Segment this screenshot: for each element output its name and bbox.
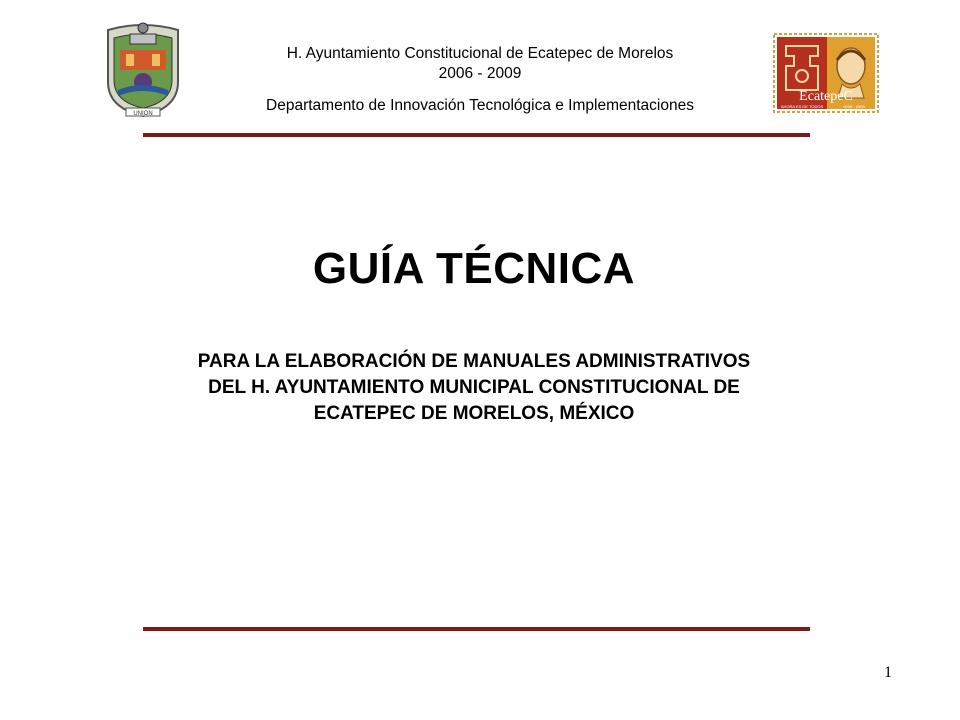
ecatepec-logo-icon	[772, 32, 880, 114]
subtitle-line-3: ECATEPEC DE MORELOS, MÉXICO	[313, 403, 635, 424]
logo-slogan: AHORA ES DE TODOS	[780, 104, 824, 109]
subtitle-line-1: PARA LA ELABORACIÓN DE MANUALES ADMINISTRATIVOS	[197, 351, 751, 372]
bottom-divider-rule	[143, 627, 810, 631]
top-divider-rule	[143, 133, 810, 137]
page-number: 1	[884, 664, 892, 681]
seal-banner-text: UNION	[133, 111, 153, 117]
document-subtitle	[110, 349, 838, 427]
logo-name: EcatepeC	[799, 89, 853, 104]
municipal-seal-icon	[100, 20, 186, 120]
document-title: GUÍA TÉCNICA	[312, 244, 636, 293]
header-line-1: H. Ayuntamiento Constitucional de Ecatepec de Morelos	[286, 45, 674, 62]
header-department: Departamento de Innovación Tecnológica e Implementaciones	[266, 97, 694, 114]
subtitle-line-2: DEL H. AYUNTAMIENTO MUNICIPAL CONSTITUCIONAL DE	[208, 377, 740, 398]
logo-years: 2006 - 2009	[843, 104, 865, 109]
header-line-2: 2006 - 2009	[438, 65, 522, 82]
